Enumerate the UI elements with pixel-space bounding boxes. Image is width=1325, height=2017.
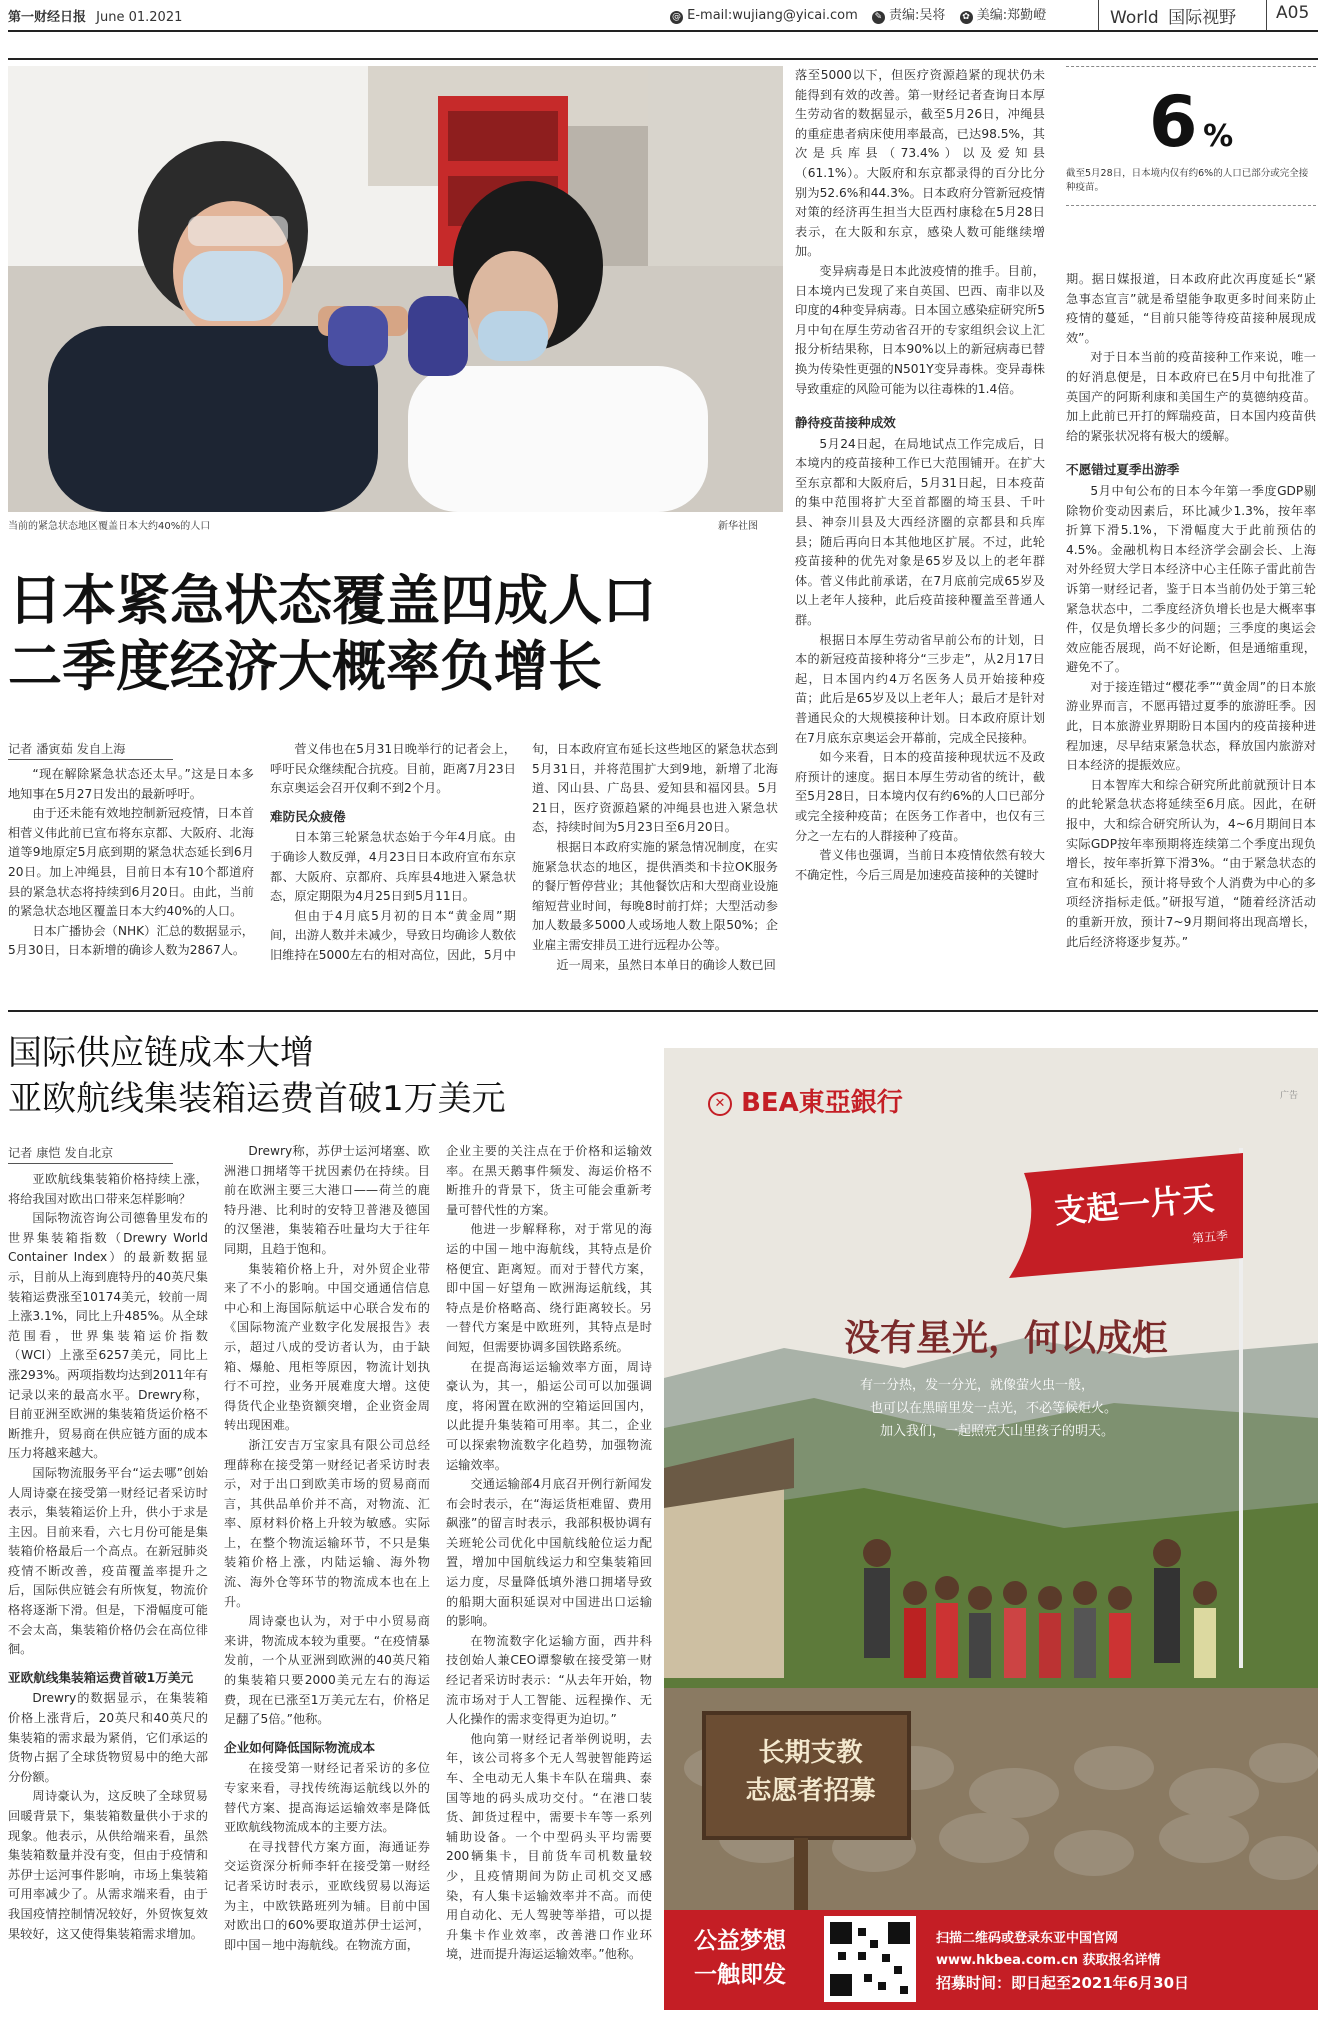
section-title [1110,3,1236,28]
second-col-2 [224,1142,430,1955]
second-col-3 [446,1142,652,1965]
stat-value: 6 [1148,81,1198,163]
qr-code-icon[interactable] [824,1916,916,2002]
ad-verse [860,1374,1190,1443]
paragraph: 菅义伟也在5月31日晚举行的记者会上，呼吁民众继续配合抗疫。目前，距离7月23日东京奥运会召开仅剩不到2个月。 [270,742,516,796]
ad-slogan: 没有星光，何以成炬 [844,1317,1169,1359]
contact-bar [670,4,1046,24]
paragraph: 由于还未能有效地控制新冠疫情，日本首相菅义伟此前已宣布将东京都、大阪府、北海道等9地原定5月底到期的紧急状态延长到6月20日。加上冲绳县，目前日本有10个都道府县的紧急状态将持续到6月20日。由此，当前的紧急状态地区覆盖日本大约40%的人口。 [8,806,254,919]
designer-icon: ✿ [960,11,973,24]
paragraph: 国际物流咨询公司德鲁里发布的世界集装箱指数（Drewry World Container Index）的最新数据显示，目前从上海到鹿特丹的40英尺集装箱运费涨至10174美元，较前一周上涨3.1%，同比上升485%。从全球范围看，世界集装箱运价指数（WCI）上涨至6257美元，同比上涨293%。两项指数均达到2011年有记录以来的最高水平。Drewry称，目前亚洲至欧洲的集装箱货运价格不断推升，贸易商在供应链方面的成本压力将越来越大。 [8,1211,208,1461]
top-col-2 [270,740,516,966]
paragraph: 对于接连错过“樱花季”“黄金周”的日本旅游业界而言，不愿再错过夏季的旅游旺季。因此，日本旅游业界期盼日本国内的疫苗接种进程加速，尽早结束紧急状态，释放国内旅游对日本经济的提振效应。 [1066,679,1316,773]
paragraph: 根据日本厚生劳动省早前公布的计划，日本的新冠疫苗接种将分“三步走”，从2月17日起，日本国内约4万名医务人员开始接种疫苗；此后是65岁及以上老年人；最后才是针对普通民众的大规模接种计划。日本政府原计划在7月底东京奥运会开幕前，完成全民接种。 [795,632,1045,745]
paragraph: 他进一步解释称，对于常见的海运的中国－地中海航线，其特点是价格便宜、距离短。而对于替代方案，即中国－好望角－欧洲海运航线，其特点是价格略高、绕行距离较长。另一替代方案是中欧班列，其特点是时间短，但需要协调多国铁路系统。 [446,1222,652,1354]
paragraph: Drewry称，苏伊士运河堵塞、欧洲港口拥堵等干扰因素仍在持续。目前在欧洲主要三大港口——荷兰的鹿特丹港、比利时的安特卫普港及德国的汉堡港，集装箱吞吐量均大于往年同期，且趋于饱和。 [224,1144,430,1256]
paragraph: 在接受第一财经记者采访的多位专家来看，寻找传统海运航线以外的替代方案、提高海运运输效率是降低亚欧航线物流成本的主要方法。 [224,1761,430,1835]
stat-box [1066,66,1316,231]
bea-logo-icon: ✕ [708,1092,732,1116]
section-en: World [1110,8,1159,28]
stat-caption: 截至5月28日，日本境内仅有约6%的人口已部分或完全接种疫苗。 [1066,168,1309,193]
ad-cta-left [694,1924,786,1992]
paragraph: 变异病毒是日本此波疫情的推手。目前，日本境内已发现了来自英国、巴西、南非以及印度的4种变异病毒。日本国立感染症研究所5月中旬在厚生劳动省召开的专家组织会议上汇报分析结果称，日本90%以上的新冠病毒已替换为传染性更强的N501Y变异毒株。变异毒株导致重症的风险可能为以往毒株的1.4倍。 [795,263,1045,396]
top-byline [8,738,173,760]
top-col-4 [795,66,1045,885]
second-col-1 [8,1170,208,1944]
paragraph: 浙江安吉万宝家具有限公司总经理薛称在接受第一财经记者采访时表示，对于出口到欧美市场的贸易商而言，其供品单价并不高，对物流、汇率、原材料价格上升较为敏感。实际上，在整个物流运输环节，不只是集装箱价格上涨，内陆运输、海外物流、海外仓等环节的物流成本也在上升。 [224,1437,430,1609]
top-col-1 [8,765,254,961]
section-cn: 国际视野 [1168,8,1237,28]
cta-line2: 一触即发 [694,1962,786,1988]
editor-label: 责编:吴将 [889,8,946,23]
top-col-3 [532,740,778,975]
email-icon: @ [672,12,681,22]
top-headline-line2: 二季度经济大概率负增长 [8,635,602,698]
editor-email[interactable]: E-mail:wujiang@yicai.com [687,8,858,23]
paragraph: 旬，日本政府宣布延长这些地区的紧急状态到5月31日，并将范围扩大到9地，新增了北海道、冈山县、广岛县、爱知县和福冈县。5月21日，医疗资源趋紧的冲绳县也进入紧急状态，持续时间为5月23日至6月20日。 [532,742,778,835]
issue-date: June 01.2021 [96,10,183,25]
paragraph: 如今来看，日本的疫苗接种现状远不及政府预计的速度。据日本厚生劳动省的统计，截至5月28日，日本境内仅有约6%的人口已部分或完全接种疫苗；在医务工作者中，也仅有三分之一左右的人群接种了疫苗。 [795,750,1045,843]
paragraph: 日本第三轮紧急状态始于今年4月底。由于确诊人数反弹，4月23日日本政府宣布东京都、大阪府、京都府、兵库县4地进入紧急状态，原定期限为4月25日到5月11日。 [270,830,516,904]
volunteer-sign [708,1734,913,1810]
ad-label: 广告 [1280,1091,1299,1101]
paragraph: 对于日本当前的疫苗接种工作来说，唯一的好消息便是，日本政府已在5月中旬批准了英国产的阿斯利康和美国生产的莫德纳疫苗。加上此前已开打的辉瑞疫苗，日本国内疫苗供给的紧张状况将有极大的缓解。 [1066,350,1316,443]
second-byline-text: 记者 康恺 发自北京 [8,1144,173,1164]
second-headline-line1: 国际供应链成本大增 [8,1033,314,1073]
subhead: 静待疫苗接种成效 [795,415,896,431]
ad-url[interactable]: www.hkbea.com.cn 获取报名详情 [936,1953,1161,1968]
vaccination-photo [8,66,783,512]
bea-brand: BEA東亞銀行 [741,1088,903,1118]
flag-season: 第五季 [1191,1228,1229,1246]
masthead [8,6,182,25]
paragraph: 交通运输部4月底召开例行新闻发布会时表示，在“海运货柜难留、费用飙涨”的留言时表示，我部积极协调有关班轮公司优化中国航线舱位运力配置，增加中国航线运力和空集装箱回运力度，尽量降低填外港口拥堵导致的船期大面积延误对中国进出口运输的影响。 [446,1477,652,1629]
designer-label: 美编:郑勤嶝 [976,8,1047,23]
top-headline-line1: 日本紧急状态覆盖四成人口 [8,569,656,632]
subhead: 企业如何降低国际物流成本 [224,1739,376,1755]
paragraph: 亚欧航线集装箱价格持续上涨，将给我国对欧出口带来怎样影响？ [8,1172,208,1206]
ad-deadline: 招募时间：即日起至2021年6月30日 [936,1974,1190,1992]
subhead: 难防民众疲倦 [270,808,346,824]
paragraph: 国际物流服务平台“运去哪”创始人周诗豪在接受第一财经记者采访时表示，集装箱运价上升，供小于求是主因。目前来看，六七月份可能是集装箱价格最后一个高点。在新冠肺炎疫情不断改善，疫苗覆盖率提升之后，国际供应链会有所恢复，物流价格将逐渐下滑。但是，下滑幅度可能不会太高，集装箱价格仍会在高位徘徊。 [8,1465,208,1657]
paragraph: 企业主要的关注点在于价格和运输效率。在黑天鹅事件频发、海运价格不断推升的背景下，货主可能会重新考量可替代性的方案。 [446,1144,652,1217]
paragraph: Drewry的数据显示，在集装箱价格上涨背后，20英尺和40英尺的集装箱的需求最为紧俏，它们承运的货物占据了全球货物贸易中的绝大部分份额。 [8,1691,208,1784]
paragraph: 他向第一财经记者举例说明，去年，该公司将多个无人驾驶智能跨运车、全电动无人集卡车队在瑞典、泰国等地的码头成功交付。“在港口装货、卸货过程中，需要卡车等一系列辅助设备。一个中型码头平均需要200辆集卡，目前货车司机数量较少，且疫情期间为防止司机交叉感染，有人集卡运输效率并不高。而使用自动化、无人驾驶等举措，可以提升集卡作业效率，改善港口作业环境，进而提升海运运输效率。”他称。 [446,1731,652,1962]
paragraph: 菅义伟也强调，当前日本疫情依然有较大不确定性，今后三周是加速疫苗接种的关键时 [795,848,1045,882]
sign-line1: 长期支教 [758,1738,863,1768]
ad-verse-line: 加入我们，一起照亮大山里孩子的明天。 [880,1424,1115,1439]
second-byline [8,1142,173,1164]
paragraph: “现在解除紧急状态还太早。”这是日本多地知事在5月27日发出的最新呼吁。 [8,767,254,801]
photo-credit: 新华社图 [718,521,758,532]
top-col-5 [1066,270,1316,952]
page-number: A05 [1276,3,1310,23]
photo-caption: 当前的紧急状态地区覆盖日本大约40%的人口 [8,521,211,532]
paragraph: 期。据日媒报道，日本政府此次再度延长“紧急事态宣言”就是希望能争取更多时间来防止疫情的蔓延，“目前只能等待疫苗接种展现成效”。 [1066,272,1316,345]
newspaper-name: 第一财经日报 [8,10,87,25]
top-byline-text: 记者 潘寅茹 发自上海 [8,740,173,760]
subhead: 亚欧航线集装箱运费首破1万美元 [8,1669,194,1685]
qr-instruction: 扫描二维码或登录东亚中国官网 [936,1931,1119,1946]
paragraph: 周诗豪也认为，对于中小贸易商来讲，物流成本较为重要。“在疫情暴发前，一个从亚洲到欧洲的40英尺箱的集装箱只要2000美元左右的海运费，现在已涨至1万美元左右，价格足足翻了5倍。”他称。 [224,1614,430,1727]
paragraph: 近一周来，虽然日本单日的确诊人数已回 [556,957,776,972]
subhead: 不愿错过夏季出游季 [1066,462,1180,478]
stat-unit: % [1203,119,1234,154]
paragraph: 日本广播协会（NHK）汇总的数据显示，5月30日，日本新增的确诊人数为2867人。 [8,923,254,958]
paragraph: 但由于4月底5月初的日本“黄金周”期间，出游人数并未减少，导致日均确诊人数依旧维持在5000左右的相对高位，因此，5月中 [270,908,516,962]
bea-advertisement[interactable] [664,1048,1318,2010]
ad-verse-line: 也可以在黑暗里发一点光，不必等候炬火。 [870,1401,1118,1416]
paragraph: 在物流数字化运输方面，西井科技创始人兼CEO谭黎敏在接受第一财经记者采访时表示：“从去年开始，物流市场对于人工智能、远程操作、无人化操作的需求变得更为迫切。” [446,1633,652,1727]
sign-line2: 志愿者招募 [745,1776,876,1806]
paragraph: 5月中旬公布的日本今年第一季度GDP剔除物价变动因素后，环比减少1.3%，按年率折算下滑5.1%，下滑幅度大于此前预估的4.5%。金融机构日本经济学会副会长、上海对外经贸大学日本经济中心主任陈子雷此前告诉第一财经记者，鉴于日本当前仍处于第三轮紧急状态中，二季度经济负增长也是大概率事件，仅是负增长多少的问题；三季度的奥运会效应能否展现，尚不好论断，但是通缩重现，避免不了。 [1066,483,1316,675]
paragraph: 落至5000以下，但医疗资源趋紧的现状仍未能得到有效的改善。第一财经记者查询日本厚生劳动省的数据显示，截至5月26日，冲绳县的重症患者病床使用率最高，已达98.5%，其次是兵库县（73.4%）以及爱知县（61.1%）。大阪府和东京都录得的百分比分别为52.6%和44.3%。日本政府分管新冠疫情对策的经济再生担当大臣西村康稔在5月28日表示，在大阪和东京，感染人数可能继续增加。 [795,68,1045,259]
editor-icon: ✎ [872,11,885,24]
paragraph: 在提高海运运输效率方面，周诗豪认为，其一，船运公司可以加强调度，将闲置在欧洲的空箱运回国内，以此提升集装箱可用率。其二，企业可以探索物流数字化趋势，加强物流运输效率。 [446,1359,652,1472]
second-headline-line2: 亚欧航线集装箱运费首破1万美元 [8,1079,506,1119]
paragraph: 集装箱价格上升，对外贸企业带来了不小的影响。中国交通通信信息中心和上海国际航运中心联合发布的《国际物流产业数字化发展报告》表示，超过八成的受访者认为，由于缺箱、爆舱、甩柜等原因，物流计划执行不可控，业务开展难度大增。这使得货代企业垫资额突增，企业资金周转出现困难。 [224,1261,430,1433]
paragraph: 在寻找替代方案方面，海通证券交运资深分析师李轩在接受第一财经记者采访时表示，亚欧线贸易以海运为主，中欧铁路班列为辅。目前中国对欧出口的60%要取道苏伊士运河，即中国－地中海航线。在物流方面， [224,1839,430,1952]
cta-line1: 公益梦想 [694,1928,786,1954]
ad-verse-line: 有一分热，发一分光，就像萤火虫一般， [860,1378,1095,1393]
paragraph: 根据日本政府实施的紧急情况制度，在实施紧急状态的地区，提供酒类和卡拉OK服务的餐厅暂停营业；其他餐饮店和大型商业设施缩短营业时间，每晚8时前打烊；大型活动参加人数最多5000人或场地人数上限50%；企业雇主需安排员工进行远程办公等。 [532,839,778,952]
top-headline [8,568,768,700]
ad-cta-right [936,1928,1189,1994]
paragraph: 周诗豪认为，这反映了全球贸易回暖背景下，集装箱数量供小于求的现象。他表示，从供给端来看，虽然集装箱数量并没有变，但由于疫情和苏伊士运河事件影响，市场上集装箱可用率减少了。从需求端来看，由于我国疫情控制情况较好，外贸恢复效果较好，这又使得集装箱需求增加。 [8,1789,208,1941]
paragraph: 日本智库大和综合研究所此前就预计日本的此轮紧急状态将延续至6月底。因此，在研报中，大和综合研究所认为，4~6月期间日本实际GDP按年率预期将连续第二个季度出现负增长，按年率折算下滑3%。“由于紧急状态的宣布和延长，预计将导致个人消费为中心的多项经济指标走低。”研报写道，“随着经济活动的重新开放，预计7~9月期间将出现高增长，此后经济将逐步复苏。” [1066,777,1316,949]
paragraph: 5月24日起，在局地试点工作完成后，日本境内的疫苗接种工作已大范围铺开。在扩大至东京都和大阪府后，5月31日起，日本疫苗的集中范围将扩大至首都圈的埼玉县、千叶县、神奈川县及大西经济圈的京都县和兵库县；随后再向日本其他地区扩展。不过，此轮疫苗接种的优先对象是65岁及以上的老年群体。菅义伟此前承诺，在7月底前完成65岁及以上老年人接种，此后疫苗接种覆盖至普通人群。 [795,436,1045,628]
bea-logo [708,1082,903,1119]
flag-title: 支起一片天 [1052,1179,1216,1231]
second-headline [8,1030,648,1122]
